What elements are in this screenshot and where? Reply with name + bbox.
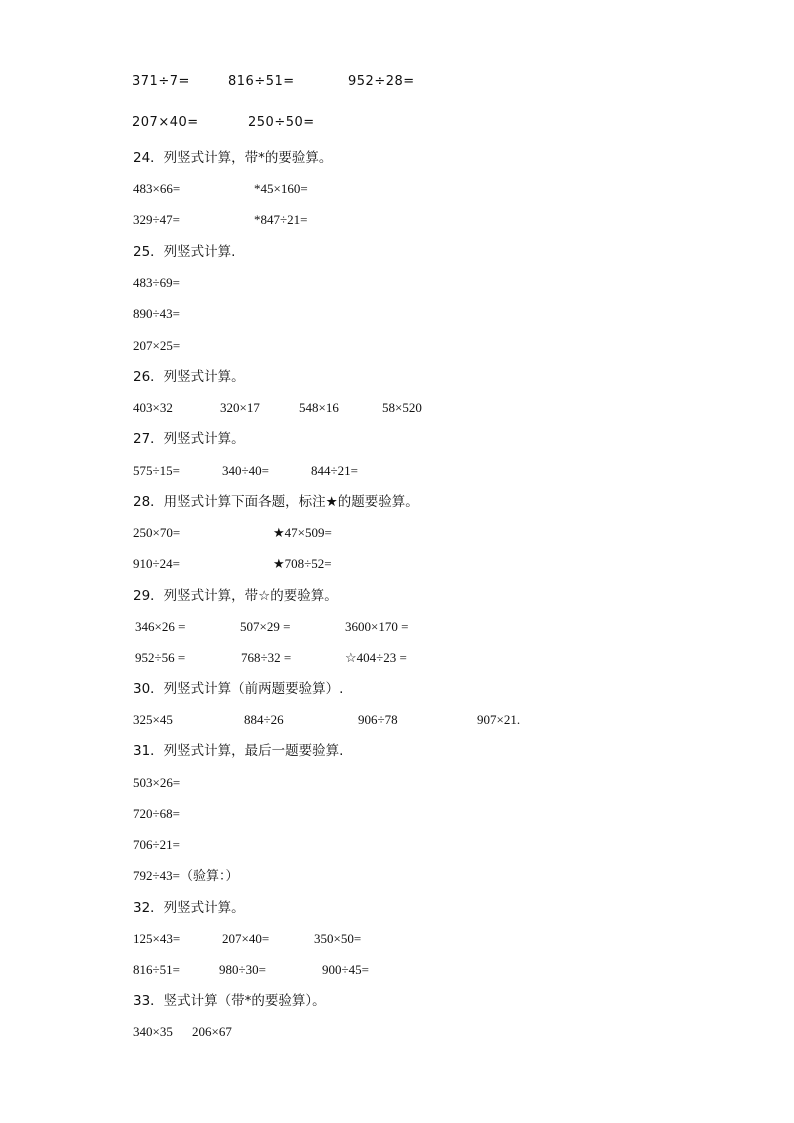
expression-row [0,336,794,356]
expression-row [0,804,794,824]
expression: 250÷50= [248,115,315,130]
expression: 329÷47= [133,212,180,227]
expression: 403×32 [133,400,173,415]
expression: 816÷51= [133,962,180,977]
expression: 548×16 [299,400,339,415]
expression-row [0,179,794,199]
expression: 371÷7= [132,74,190,89]
expression: 58×520 [382,400,422,415]
expression-row [0,210,794,230]
expression: 706÷21= [133,837,180,852]
expression: ★708÷52= [273,556,332,571]
heading-text: 28．用竖式计算下面各题，标注★的题要验算。 [133,494,419,510]
heading-text: 32．列竖式计算。 [133,900,245,916]
expression: 340×35 [133,1024,173,1039]
heading-text: 26．列竖式计算。 [133,369,245,385]
expression-row [0,523,794,543]
expression: *45×160= [254,181,308,196]
question-heading [0,586,794,606]
heading-text: 24．列竖式计算，带*的要验算。 [133,150,333,166]
expression: 3600×170 = [345,619,409,634]
expression: 720÷68= [133,806,180,821]
question-heading [0,898,794,918]
expression: 952÷56 = [135,650,186,665]
question-heading [0,242,794,262]
expression: 207×25= [133,338,181,353]
question-heading [0,741,794,761]
expression-row [0,398,794,418]
question-heading [0,429,794,449]
expression: 792÷43=（验算：） [133,868,239,883]
expression: 503×26= [133,775,181,790]
expression: ★47×509= [273,525,332,540]
expression-row [0,929,794,949]
heading-text: 33．竖式计算（带*的要验算）。 [133,993,326,1009]
expression-row [0,773,794,793]
expression-row [0,554,794,574]
expression-row [0,866,794,886]
expression: 844÷21= [311,463,358,478]
expression: 884÷26 [244,712,284,727]
expression: 890÷43= [133,306,180,321]
expression-row [0,835,794,855]
expression-row [0,113,794,133]
expression: 207×40= [222,931,270,946]
expression-row [0,648,794,668]
expression: 207×40= [132,115,199,130]
question-heading [0,991,794,1011]
question-heading [0,492,794,512]
expression: 900÷45= [322,962,369,977]
expression: 907×21. [477,712,521,727]
expression: 346×26 = [135,619,186,634]
expression-row [0,617,794,637]
heading-text: 25．列竖式计算. [133,244,236,260]
expression: 320×17 [220,400,260,415]
expression-row [0,461,794,481]
expression: 206×67 [192,1024,232,1039]
heading-text: 30．列竖式计算（前两题要验算）. [133,681,344,697]
expression: 340÷40= [222,463,269,478]
expression: 483÷69= [133,275,180,290]
expression: ☆404÷23 = [345,650,407,665]
expression-row [0,710,794,730]
question-heading [0,148,794,168]
expression: 575÷15= [133,463,180,478]
expression: 507×29 = [240,619,291,634]
question-heading [0,367,794,387]
expression: 483×66= [133,181,181,196]
expression: 952÷28= [348,74,415,89]
heading-text: 29．列竖式计算，带☆的要验算。 [133,588,338,604]
expression: 768÷32 = [241,650,292,665]
heading-text: 27．列竖式计算。 [133,431,245,447]
expression-row [0,304,794,324]
expression: 350×50= [314,931,362,946]
expression-row [0,960,794,980]
heading-text: 31．列竖式计算，最后一题要验算. [133,743,344,759]
expression: *847÷21= [254,212,308,227]
expression: 250×70= [133,525,181,540]
expression-row [0,72,794,92]
expression: 125×43= [133,931,181,946]
expression-row [0,273,794,293]
expression: 816÷51= [228,74,295,89]
expression-row [0,1022,794,1042]
expression: 906÷78 [358,712,398,727]
expression: 980÷30= [219,962,266,977]
expression: 325×45 [133,712,173,727]
expression: 910÷24= [133,556,180,571]
question-heading [0,679,794,699]
